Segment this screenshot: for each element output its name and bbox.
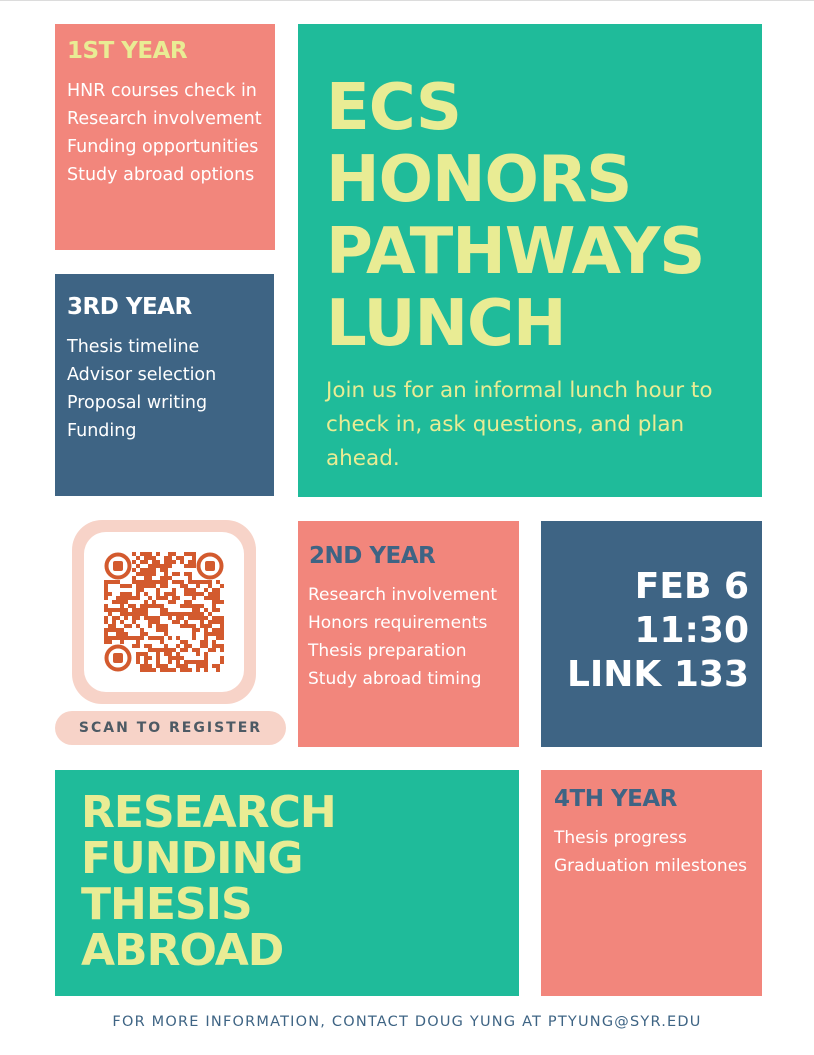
first-year-card [55, 24, 275, 250]
list-item: Research involvement [67, 109, 262, 129]
event-description: Join us for an informal lunch hour to check in, ask questions, and plan ahead. [326, 378, 713, 471]
contact-footer: FOR MORE INFORMATION, CONTACT DOUG YUNG AT PTYUNG@SYR.EDU [112, 1014, 702, 1030]
hero-panel [298, 24, 762, 497]
second-year-list [308, 581, 497, 693]
list-item: Thesis progress [554, 828, 687, 848]
list-item: Funding opportunities [67, 137, 259, 157]
first-year-list [67, 77, 262, 189]
headline-line: LUNCH [326, 287, 566, 361]
qr-code-background [84, 532, 244, 692]
headline-line: HONORS [326, 143, 632, 217]
second-year-title: 2ND YEAR [309, 543, 436, 569]
second-year-card [298, 521, 519, 747]
third-year-list [67, 333, 216, 445]
event-location: LINK 133 [566, 654, 749, 695]
topics-list [81, 787, 336, 976]
headline-line: PATHWAYS [326, 215, 705, 289]
topic-item: THESIS [81, 879, 252, 930]
third-year-title: 3RD YEAR [67, 294, 192, 320]
topics-panel [55, 770, 519, 996]
list-item: Study abroad timing [308, 669, 482, 689]
list-item: Study abroad options [67, 165, 255, 185]
topic-item: ABROAD [81, 925, 284, 976]
event-date: FEB 6 [634, 566, 749, 607]
event-details-card [541, 521, 762, 747]
top-border [0, 0, 814, 1]
scan-to-register-label[interactable]: SCAN TO REGISTER [55, 711, 286, 745]
list-item: Research involvement [308, 585, 498, 605]
list-item: Proposal writing [67, 393, 208, 413]
event-details [567, 565, 749, 697]
fourth-year-title: 4TH YEAR [554, 786, 677, 812]
qr-code-frame[interactable] [72, 520, 256, 704]
list-item: Funding [67, 421, 137, 441]
headline-line: ECS [326, 71, 461, 145]
event-time: 11:30 [634, 610, 749, 651]
first-year-title: 1ST YEAR [67, 38, 188, 64]
list-item: Thesis preparation [308, 641, 467, 661]
list-item: Graduation milestones [554, 856, 748, 876]
list-item: Thesis timeline [67, 337, 200, 357]
fourth-year-list [554, 824, 747, 880]
qr-code-icon[interactable] [104, 552, 224, 672]
third-year-card [55, 274, 274, 496]
event-headline [326, 72, 704, 360]
fourth-year-card [541, 770, 762, 996]
list-item: Honors requirements [308, 613, 488, 633]
list-item: Advisor selection [67, 365, 217, 385]
topic-item: RESEARCH [81, 787, 336, 838]
topic-item: FUNDING [81, 833, 303, 884]
list-item: HNR courses check in [67, 81, 257, 101]
